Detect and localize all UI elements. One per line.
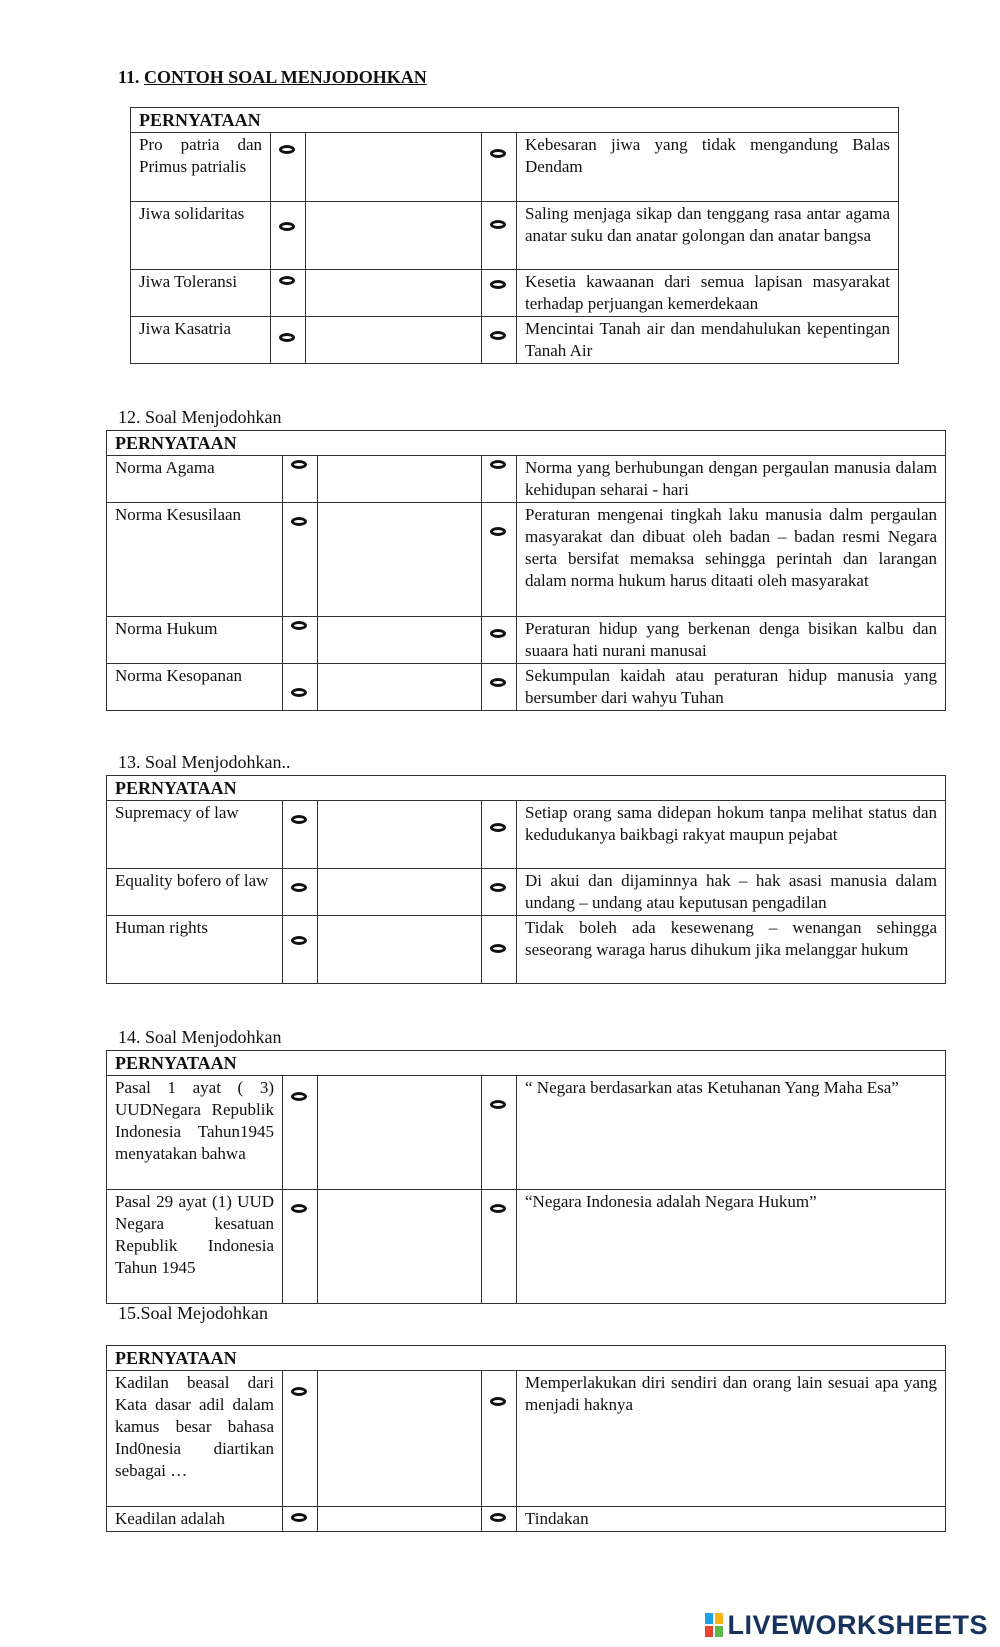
right-match-dot[interactable] [490,220,506,229]
section-11-title [118,66,427,88]
statement-cell: Jiwa Kasatria [131,317,271,364]
connector-area[interactable] [318,801,482,869]
left-match-dot[interactable] [291,517,307,526]
left-match-dot[interactable] [291,1204,307,1213]
answer-cell: Sekumpulan kaidah atau peraturan hidup manusia yang bersumber dari wahyu Tuhan [517,664,946,711]
answer-cell: Tindakan [517,1507,946,1532]
connector-area[interactable] [318,456,482,503]
statement-cell: Jiwa solidaritas [131,202,271,270]
statement-cell: Pasal 1 ayat ( 3) UUDNegara Republik Indonesia Tahun1945 menyatakan bahwa [107,1076,283,1190]
right-match-dot[interactable] [490,527,506,536]
matching-table-12 [106,430,946,711]
table-header: PERNYATAAN [107,1051,946,1076]
connector-area[interactable] [318,664,482,711]
left-match-dot[interactable] [291,1387,307,1396]
right-match-dot[interactable] [490,823,506,832]
answer-cell: “ Negara berdasarkan atas Ketuhanan Yang Maha Esa” [517,1076,946,1190]
statement-cell: Equality bofero of law [107,869,283,916]
statement-cell: Supremacy of law [107,801,283,869]
right-match-dot[interactable] [490,1397,506,1406]
connector-area[interactable] [306,317,482,364]
connector-area[interactable] [318,1371,482,1507]
statement-cell: Kadilan beasal dari Kata dasar adil dalam kamus besar bahasa Ind0nesia diartikan sebagai … [107,1371,283,1507]
connector-area[interactable] [318,503,482,617]
connector-area[interactable] [318,1076,482,1190]
logo-text: LIVEWORKSHEETS [727,1610,988,1640]
section-13-title: 13. Soal Menjodohkan.. [118,752,291,772]
answer-cell: Kesetia kawaanan dari semua lapisan masyarakat terhadap perjuangan kemerdekaan [517,270,899,317]
table-header: PERNYATAAN [107,431,946,456]
section-11-heading: CONTOH SOAL MENJODOHKAN [144,67,427,87]
statement-cell: Keadilan adalah [107,1507,283,1532]
left-match-dot[interactable] [291,621,307,630]
connector-area[interactable] [318,869,482,916]
answer-cell: Tidak boleh ada kesewenang – wenangan sehingga seseorang waraga harus dihukum jika melanggar hukum [517,916,946,984]
answer-cell: Di akui dan dijaminnya hak – hak asasi manusia dalam undang – undang atau keputusan pengadilan [517,869,946,916]
right-match-dot[interactable] [490,629,506,638]
matching-table-13 [106,775,946,984]
statement-cell: Norma Kesopanan [107,664,283,711]
connector-area[interactable] [318,617,482,664]
answer-cell: Memperlakukan diri sendiri dan orang lain sesuai apa yang menjadi haknya [517,1371,946,1507]
answer-cell: Setiap orang sama didepan hokum tanpa melihat status dan kedudukanya baikbagi rakyat maupun pejabat [517,801,946,869]
left-match-dot[interactable] [291,1513,307,1522]
statement-cell: Norma Agama [107,456,283,503]
connector-area[interactable] [318,916,482,984]
right-match-dot[interactable] [490,331,506,340]
left-match-dot[interactable] [279,145,295,154]
table-header: PERNYATAAN [107,1346,946,1371]
connector-area[interactable] [318,1190,482,1304]
right-match-dot[interactable] [490,1513,506,1522]
section-15-title: 15.Soal Mejodohkan [118,1303,268,1323]
statement-cell: Jiwa Toleransi [131,270,271,317]
left-match-dot[interactable] [291,1092,307,1101]
left-match-dot[interactable] [291,815,307,824]
matching-table-11 [130,107,899,364]
answer-cell: Saling menjaga sikap dan tenggang rasa antar agama anatar suku dan anatar golongan dan anatar bangsa [517,202,899,270]
right-match-dot[interactable] [490,678,506,687]
connector-area[interactable] [318,1507,482,1532]
right-match-dot[interactable] [490,1204,506,1213]
matching-table-15 [106,1345,946,1532]
right-match-dot[interactable] [490,883,506,892]
answer-cell: “Negara Indonesia adalah Negara Hukum” [517,1190,946,1304]
statement-cell: Pro patria dan Primus patrialis [131,133,271,202]
statement-cell: Human rights [107,916,283,984]
left-match-dot[interactable] [291,688,307,697]
connector-area[interactable] [306,133,482,202]
answer-cell: Peraturan hidup yang berkenan denga bisikan kalbu dan suaara hati nurani manusai [517,617,946,664]
right-match-dot[interactable] [490,280,506,289]
right-match-dot[interactable] [490,944,506,953]
left-match-dot[interactable] [279,222,295,231]
left-match-dot[interactable] [291,883,307,892]
right-match-dot[interactable] [490,1100,506,1109]
right-match-dot[interactable] [490,149,506,158]
left-match-dot[interactable] [291,460,307,469]
answer-cell: Kebesaran jiwa yang tidak mengandung Balas Dendam [517,133,899,202]
statement-cell: Norma Hukum [107,617,283,664]
section-12-title: 12. Soal Menjodohkan [118,407,282,427]
statement-cell: Norma Kesusilaan [107,503,283,617]
connector-area[interactable] [306,270,482,317]
left-match-dot[interactable] [291,936,307,945]
matching-table-14 [106,1050,946,1304]
answer-cell: Norma yang berhubungan dengan pergaulan manusia dalam kehidupan seharai - hari [517,456,946,503]
left-match-dot[interactable] [279,333,295,342]
connector-area[interactable] [306,202,482,270]
answer-cell: Mencintai Tanah air dan mendahulukan kepentingan Tanah Air [517,317,899,364]
right-match-dot[interactable] [490,460,506,469]
section-11-number: 11. [118,67,140,87]
left-match-dot[interactable] [279,276,295,285]
answer-cell: Peraturan mengenai tingkah laku manusia dalm pergaulan masyarakat dan dibuat oleh badan – badan resmi Negara serta bersifat memaksa sehingga perintah dan larangan dalam norma hukum harus ditaati oleh masyarakat [517,503,946,617]
liveworksheets-logo [705,1611,988,1639]
logo-mark-icon [705,1613,723,1637]
statement-cell: Pasal 29 ayat (1) UUD Negara kesatuan Republik Indonesia Tahun 1945 [107,1190,283,1304]
section-14-title: 14. Soal Menjodohkan [118,1027,282,1047]
table-header: PERNYATAAN [131,108,899,133]
table-header: PERNYATAAN [107,776,946,801]
